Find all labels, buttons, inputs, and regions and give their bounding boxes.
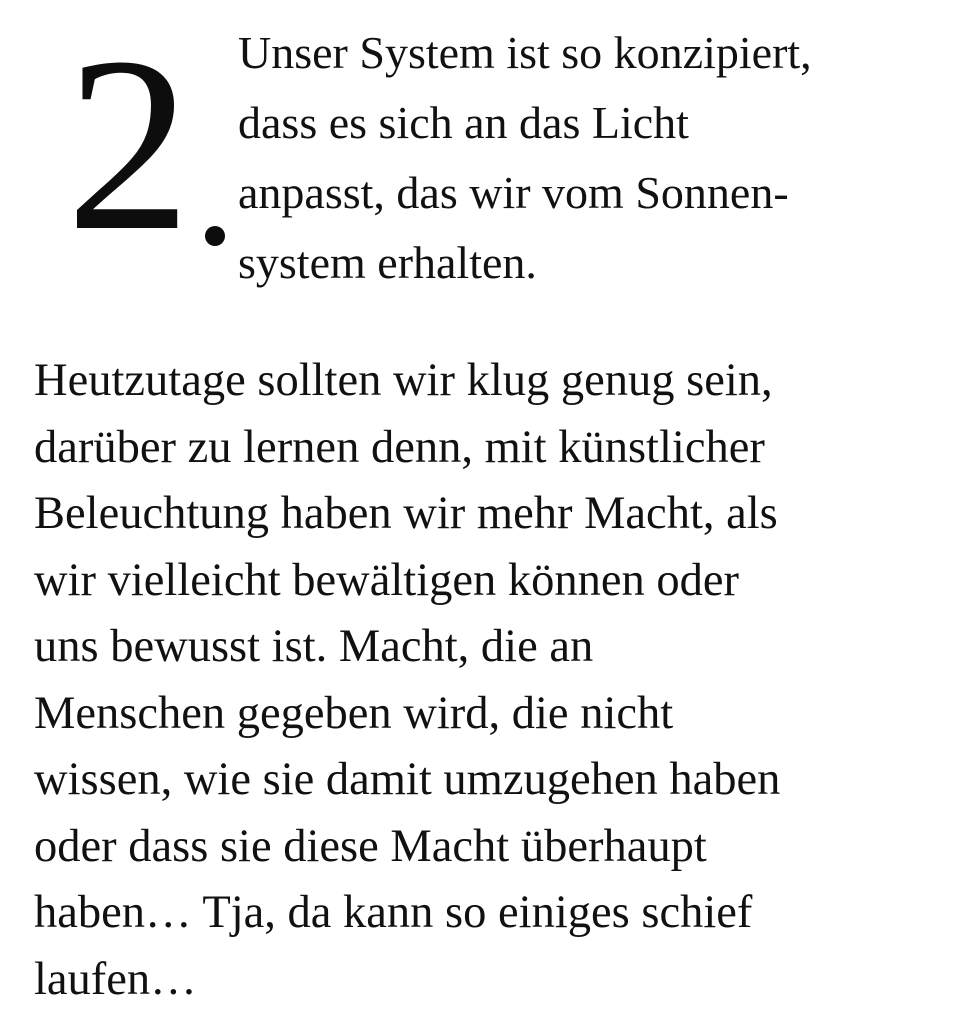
- intro-line: dass es sich an das Licht: [238, 97, 689, 148]
- intro-statement: [238, 18, 968, 298]
- section-number: 2: [66, 6, 191, 283]
- body-line: uns bewusst ist. Macht, die an: [34, 621, 594, 672]
- body-line: Menschen gegeben wird, die nicht: [34, 687, 674, 739]
- intro-line: system erhalten.: [238, 237, 537, 288]
- body-line: haben… Tja, da kann so einiges schief: [34, 887, 753, 938]
- section-number-dot: [205, 226, 225, 246]
- body-line: wir vielleicht bewältigen können oder: [34, 554, 740, 606]
- body-line: laufen…: [34, 953, 197, 1005]
- body-line: Beleuchtung haben wir mehr Macht, als: [34, 488, 778, 539]
- intro-line: Unser System ist so konzipiert,: [238, 27, 812, 78]
- body-line: oder dass sie diese Macht überhaupt: [34, 820, 707, 872]
- body-line: Heutzutage sollten wir klug genug sein,: [34, 355, 773, 406]
- body-line: darüber zu lernen denn, mit künstlicher: [34, 421, 765, 473]
- body-paragraph: [34, 348, 970, 1013]
- body-line: wissen, wie sie damit umzugehen haben: [34, 754, 781, 805]
- intro-line: anpasst, das wir vom Sonnen-: [238, 167, 789, 218]
